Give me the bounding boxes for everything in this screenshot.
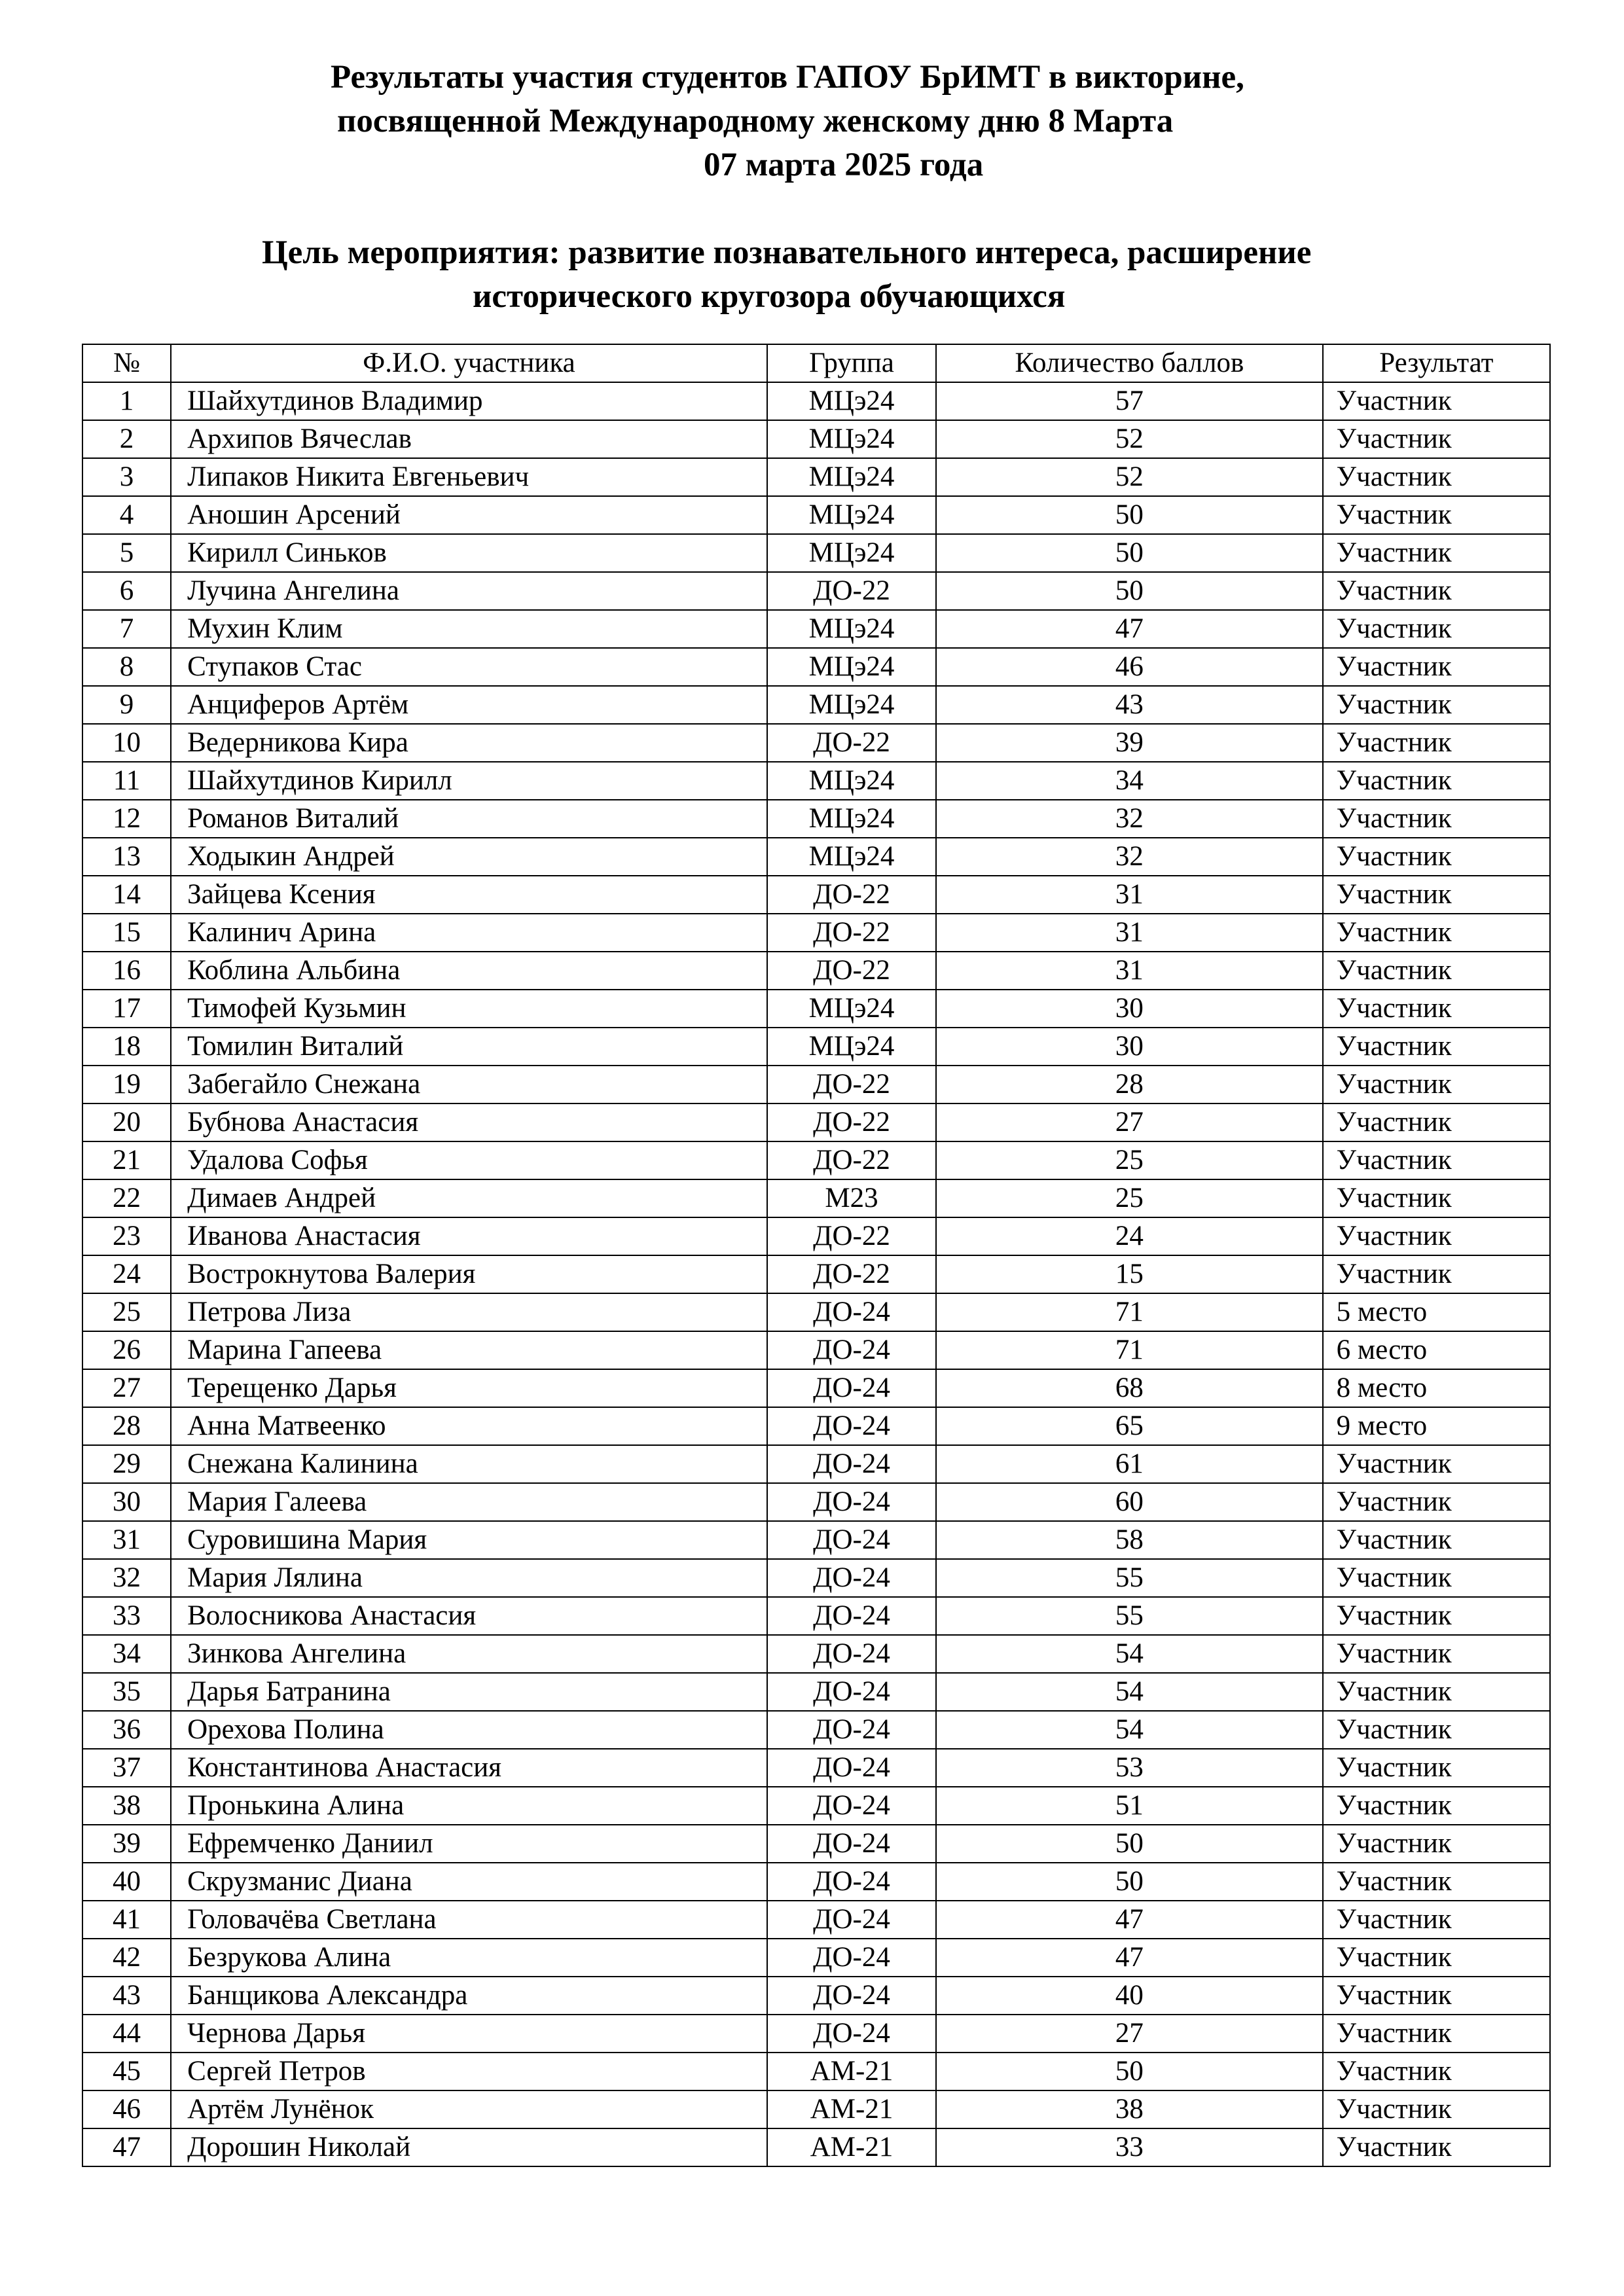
participant-result: 5 место <box>1323 1293 1550 1331</box>
participant-score: 58 <box>936 1521 1323 1559</box>
participant-result: Участник <box>1323 2053 1550 2090</box>
participant-score: 33 <box>936 2128 1323 2166</box>
participant-name: Бубнова Анастасия <box>171 1103 767 1141</box>
row-number: 1 <box>82 382 171 420</box>
participant-group: ДО-24 <box>767 1331 936 1369</box>
participant-group: ДО-22 <box>767 952 936 990</box>
row-number: 35 <box>82 1673 171 1711</box>
table-row <box>82 1103 1550 1141</box>
participant-result: Участник <box>1323 838 1550 876</box>
participant-group: ДО-24 <box>767 1939 936 1977</box>
participant-score: 50 <box>936 2053 1323 2090</box>
participant-score: 31 <box>936 952 1323 990</box>
participant-score: 71 <box>936 1331 1323 1369</box>
table-row <box>82 1483 1550 1521</box>
participant-score: 32 <box>936 838 1323 876</box>
participant-name: Тимофей Кузьмин <box>171 990 767 1028</box>
participant-result: Участник <box>1323 1028 1550 1066</box>
row-number: 21 <box>82 1141 171 1179</box>
table-row <box>82 952 1550 990</box>
row-number: 43 <box>82 1977 171 2015</box>
participant-group: МЦэ24 <box>767 458 936 496</box>
row-number: 39 <box>82 1825 171 1863</box>
participant-result: Участник <box>1323 2128 1550 2166</box>
participant-group: МЦэ24 <box>767 1028 936 1066</box>
participant-group: ДО-22 <box>767 914 936 952</box>
table-row <box>82 1141 1550 1179</box>
table-header-row <box>82 344 1550 382</box>
participant-name: Забегайло Снежана <box>171 1066 767 1103</box>
participant-result: Участник <box>1323 572 1550 610</box>
table-row <box>82 800 1550 838</box>
table-row <box>82 1521 1550 1559</box>
participant-score: 15 <box>936 1255 1323 1293</box>
row-number: 17 <box>82 990 171 1028</box>
participant-name: Константинова Анастасия <box>171 1749 767 1787</box>
row-number: 36 <box>82 1711 171 1749</box>
participant-name: Дарья Батранина <box>171 1673 767 1711</box>
participant-score: 43 <box>936 686 1323 724</box>
participant-result: Участник <box>1323 1711 1550 1749</box>
row-number: 9 <box>82 686 171 724</box>
table-row <box>82 1445 1550 1483</box>
participant-group: ДО-22 <box>767 572 936 610</box>
participant-result: Участник <box>1323 686 1550 724</box>
table-row <box>82 686 1550 724</box>
participant-score: 65 <box>936 1407 1323 1445</box>
participant-name: Ходыкин Андрей <box>171 838 767 876</box>
row-number: 7 <box>82 610 171 648</box>
participant-score: 27 <box>936 1103 1323 1141</box>
row-number: 40 <box>82 1863 171 1901</box>
participant-result: Участник <box>1323 534 1550 572</box>
participant-group: ДО-22 <box>767 724 936 762</box>
participant-group: МЦэ24 <box>767 762 936 800</box>
table-row <box>82 496 1550 534</box>
table-row <box>82 1597 1550 1635</box>
participant-name: Снежана Калинина <box>171 1445 767 1483</box>
participant-score: 52 <box>936 420 1323 458</box>
participant-score: 30 <box>936 1028 1323 1066</box>
row-number: 31 <box>82 1521 171 1559</box>
row-number: 6 <box>82 572 171 610</box>
participant-group: ДО-22 <box>767 1217 936 1255</box>
participant-score: 60 <box>936 1483 1323 1521</box>
participant-name: Мария Галеева <box>171 1483 767 1521</box>
participant-result: Участник <box>1323 420 1550 458</box>
participant-name: Зинкова Ангелина <box>171 1635 767 1673</box>
row-number: 5 <box>82 534 171 572</box>
event-goal-line-2: исторического кругозора обучающихся <box>473 278 1066 315</box>
participant-group: АМ-21 <box>767 2053 936 2090</box>
participant-name: Волосникова Анастасия <box>171 1597 767 1635</box>
participant-group: ДО-24 <box>767 1825 936 1863</box>
row-number: 16 <box>82 952 171 990</box>
participant-score: 50 <box>936 534 1323 572</box>
participant-score: 54 <box>936 1673 1323 1711</box>
participant-group: ДО-24 <box>767 1445 936 1483</box>
participant-name: Романов Виталий <box>171 800 767 838</box>
table-row <box>82 1977 1550 2015</box>
table-row <box>82 420 1550 458</box>
table-row <box>82 1825 1550 1863</box>
table-row <box>82 724 1550 762</box>
participant-result: Участник <box>1323 952 1550 990</box>
participant-name: Димаев Андрей <box>171 1179 767 1217</box>
table-body <box>82 382 1550 2166</box>
participant-name: Марина Гапеева <box>171 1331 767 1369</box>
row-number: 47 <box>82 2128 171 2166</box>
participant-result: Участник <box>1323 724 1550 762</box>
document-date: 07 марта 2025 года <box>704 147 984 183</box>
participant-result: Участник <box>1323 990 1550 1028</box>
participant-score: 50 <box>936 496 1323 534</box>
participant-score: 39 <box>936 724 1323 762</box>
row-number: 38 <box>82 1787 171 1825</box>
participant-score: 51 <box>936 1787 1323 1825</box>
participant-group: МЦэ24 <box>767 420 936 458</box>
row-number: 23 <box>82 1217 171 1255</box>
table-row <box>82 2090 1550 2128</box>
participant-name: Шайхутдинов Владимир <box>171 382 767 420</box>
participant-group: ДО-24 <box>767 1407 936 1445</box>
row-number: 22 <box>82 1179 171 1217</box>
column-header-number: № <box>82 344 171 382</box>
participant-name: Анциферов Артём <box>171 686 767 724</box>
participant-score: 53 <box>936 1749 1323 1787</box>
participant-result: Участник <box>1323 1559 1550 1597</box>
participant-group: ДО-24 <box>767 1483 936 1521</box>
participant-group: ДО-24 <box>767 2015 936 2053</box>
participant-result: Участник <box>1323 1141 1550 1179</box>
participant-score: 52 <box>936 458 1323 496</box>
table-row <box>82 458 1550 496</box>
participant-score: 54 <box>936 1711 1323 1749</box>
participant-group: ДО-24 <box>767 1635 936 1673</box>
participant-score: 50 <box>936 1825 1323 1863</box>
participant-group: МЦэ24 <box>767 382 936 420</box>
participant-result: Участник <box>1323 1521 1550 1559</box>
table-row <box>82 1939 1550 1977</box>
participant-result: 8 место <box>1323 1369 1550 1407</box>
participant-name: Иванова Анастасия <box>171 1217 767 1255</box>
table-row <box>82 990 1550 1028</box>
row-number: 11 <box>82 762 171 800</box>
participant-name: Кирилл Синьков <box>171 534 767 572</box>
participant-name: Безрукова Алина <box>171 1939 767 1977</box>
row-number: 37 <box>82 1749 171 1787</box>
row-number: 27 <box>82 1369 171 1407</box>
participant-group: АМ-21 <box>767 2090 936 2128</box>
participant-result: Участник <box>1323 1103 1550 1141</box>
participant-group: ДО-24 <box>767 1369 936 1407</box>
participant-score: 34 <box>936 762 1323 800</box>
participant-score: 25 <box>936 1141 1323 1179</box>
table-row <box>82 2128 1550 2166</box>
participant-name: Орехова Полина <box>171 1711 767 1749</box>
participant-name: Ефремченко Даниил <box>171 1825 767 1863</box>
participant-score: 46 <box>936 648 1323 686</box>
participant-score: 31 <box>936 876 1323 914</box>
participant-score: 25 <box>936 1179 1323 1217</box>
table-row <box>82 1673 1550 1711</box>
participant-name: Мария Лялина <box>171 1559 767 1597</box>
participant-name: Вострокнутова Валерия <box>171 1255 767 1293</box>
table-row <box>82 1559 1550 1597</box>
participant-result: Участник <box>1323 1863 1550 1901</box>
participant-group: МЦэ24 <box>767 610 936 648</box>
participant-score: 57 <box>936 382 1323 420</box>
table-row <box>82 2015 1550 2053</box>
participant-result: Участник <box>1323 1483 1550 1521</box>
participant-score: 27 <box>936 2015 1323 2053</box>
table-row <box>82 1863 1550 1901</box>
participant-result: Участник <box>1323 1255 1550 1293</box>
participant-score: 50 <box>936 1863 1323 1901</box>
participant-group: ДО-24 <box>767 1711 936 1749</box>
row-number: 2 <box>82 420 171 458</box>
table-row <box>82 1369 1550 1407</box>
participant-result: Участник <box>1323 1597 1550 1635</box>
participant-score: 47 <box>936 1901 1323 1939</box>
row-number: 44 <box>82 2015 171 2053</box>
participant-score: 68 <box>936 1369 1323 1407</box>
document-title-line-1: Результаты участия студентов ГАПОУ БрИМТ в викторине, <box>331 59 1244 96</box>
row-number: 14 <box>82 876 171 914</box>
participant-name: Архипов Вячеслав <box>171 420 767 458</box>
participant-result: Участник <box>1323 1635 1550 1673</box>
table-row <box>82 762 1550 800</box>
participant-group: ДО-24 <box>767 1749 936 1787</box>
participant-group: ДО-24 <box>767 1559 936 1597</box>
participant-result: 9 место <box>1323 1407 1550 1445</box>
participant-result: Участник <box>1323 1066 1550 1103</box>
row-number: 32 <box>82 1559 171 1597</box>
participant-group: ДО-22 <box>767 1103 936 1141</box>
participant-group: МЦэ24 <box>767 648 936 686</box>
participant-result: Участник <box>1323 610 1550 648</box>
table-row <box>82 1749 1550 1787</box>
participant-group: МЦэ24 <box>767 686 936 724</box>
participant-name: Дорошин Николай <box>171 2128 767 2166</box>
participant-name: Калинич Арина <box>171 914 767 952</box>
table-row <box>82 1407 1550 1445</box>
participant-group: ДО-22 <box>767 1255 936 1293</box>
row-number: 42 <box>82 1939 171 1977</box>
row-number: 4 <box>82 496 171 534</box>
participant-score: 32 <box>936 800 1323 838</box>
participant-name: Удалова Софья <box>171 1141 767 1179</box>
participant-group: ДО-24 <box>767 1901 936 1939</box>
participant-group: ДО-24 <box>767 1673 936 1711</box>
participant-group: МЦэ24 <box>767 990 936 1028</box>
row-number: 15 <box>82 914 171 952</box>
participant-score: 55 <box>936 1597 1323 1635</box>
row-number: 29 <box>82 1445 171 1483</box>
participant-group: ДО-24 <box>767 1787 936 1825</box>
participant-name: Томилин Виталий <box>171 1028 767 1066</box>
participant-result: Участник <box>1323 1825 1550 1863</box>
participant-name: Ступаков Стас <box>171 648 767 686</box>
participant-score: 28 <box>936 1066 1323 1103</box>
participant-result: Участник <box>1323 1901 1550 1939</box>
participant-result: Участник <box>1323 1939 1550 1977</box>
event-goal-line-1: Цель мероприятия: развитие познавательного интереса, расширение <box>262 234 1312 271</box>
participant-result: Участник <box>1323 1977 1550 2015</box>
participant-group: МЦэ24 <box>767 496 936 534</box>
participant-group: МЦэ24 <box>767 534 936 572</box>
participant-result: Участник <box>1323 1445 1550 1483</box>
table-row <box>82 1217 1550 1255</box>
participant-score: 55 <box>936 1559 1323 1597</box>
participant-name: Аношин Арсений <box>171 496 767 534</box>
participant-score: 47 <box>936 1939 1323 1977</box>
row-number: 8 <box>82 648 171 686</box>
participant-name: Суровишина Мария <box>171 1521 767 1559</box>
participant-score: 50 <box>936 572 1323 610</box>
participant-name: Банщикова Александра <box>171 1977 767 2015</box>
table-row <box>82 382 1550 420</box>
participant-group: АМ-21 <box>767 2128 936 2166</box>
table-row <box>82 1066 1550 1103</box>
participant-score: 61 <box>936 1445 1323 1483</box>
row-number: 19 <box>82 1066 171 1103</box>
participant-name: Пронькина Алина <box>171 1787 767 1825</box>
table-row <box>82 1711 1550 1749</box>
participant-score: 54 <box>936 1635 1323 1673</box>
participant-result: Участник <box>1323 1217 1550 1255</box>
row-number: 20 <box>82 1103 171 1141</box>
table-row <box>82 876 1550 914</box>
table-row <box>82 1293 1550 1331</box>
participant-result: Участник <box>1323 800 1550 838</box>
table-row <box>82 610 1550 648</box>
table-row <box>82 1901 1550 1939</box>
participant-result: Участник <box>1323 1179 1550 1217</box>
row-number: 30 <box>82 1483 171 1521</box>
participant-name: Липаков Никита Евгеньевич <box>171 458 767 496</box>
participant-score: 30 <box>936 990 1323 1028</box>
participant-result: Участник <box>1323 876 1550 914</box>
column-header-score: Количество баллов <box>936 344 1323 382</box>
results-table <box>82 344 1551 2167</box>
row-number: 24 <box>82 1255 171 1293</box>
table-row <box>82 534 1550 572</box>
row-number: 45 <box>82 2053 171 2090</box>
participant-name: Мухин Клим <box>171 610 767 648</box>
table-row <box>82 914 1550 952</box>
row-number: 12 <box>82 800 171 838</box>
document-title-line-2: посвященной Международному женскому дню 8 Марта <box>337 103 1174 139</box>
table-row <box>82 2053 1550 2090</box>
participant-group: ДО-24 <box>767 1293 936 1331</box>
participant-name: Терещенко Дарья <box>171 1369 767 1407</box>
table-row <box>82 1028 1550 1066</box>
participant-score: 40 <box>936 1977 1323 2015</box>
participant-score: 71 <box>936 1293 1323 1331</box>
column-header-result: Результат <box>1323 344 1550 382</box>
participant-result: Участник <box>1323 1673 1550 1711</box>
participant-group: ДО-22 <box>767 876 936 914</box>
participant-score: 31 <box>936 914 1323 952</box>
participant-group: МЦэ24 <box>767 800 936 838</box>
row-number: 41 <box>82 1901 171 1939</box>
participant-group: ДО-22 <box>767 1141 936 1179</box>
row-number: 13 <box>82 838 171 876</box>
row-number: 28 <box>82 1407 171 1445</box>
participant-group: ДО-24 <box>767 1521 936 1559</box>
column-header-name: Ф.И.О. участника <box>171 344 767 382</box>
participant-name: Зайцева Ксения <box>171 876 767 914</box>
participant-result: Участник <box>1323 648 1550 686</box>
participant-result: Участник <box>1323 762 1550 800</box>
table-row <box>82 838 1550 876</box>
participant-name: Чернова Дарья <box>171 2015 767 2053</box>
participant-name: Шайхутдинов Кирилл <box>171 762 767 800</box>
participant-name: Лучина Ангелина <box>171 572 767 610</box>
participant-group: ДО-24 <box>767 1597 936 1635</box>
participant-score: 47 <box>936 610 1323 648</box>
row-number: 33 <box>82 1597 171 1635</box>
table-row <box>82 1635 1550 1673</box>
table-row <box>82 572 1550 610</box>
participant-result: Участник <box>1323 1749 1550 1787</box>
participant-result: Участник <box>1323 2090 1550 2128</box>
participant-name: Сергей Петров <box>171 2053 767 2090</box>
row-number: 3 <box>82 458 171 496</box>
participant-group: М23 <box>767 1179 936 1217</box>
table-row <box>82 648 1550 686</box>
row-number: 18 <box>82 1028 171 1066</box>
participant-result: Участник <box>1323 1787 1550 1825</box>
participant-name: Головачёва Светлана <box>171 1901 767 1939</box>
column-header-group: Группа <box>767 344 936 382</box>
participant-name: Скрузманис Диана <box>171 1863 767 1901</box>
row-number: 34 <box>82 1635 171 1673</box>
participant-group: ДО-24 <box>767 1977 936 2015</box>
participant-name: Анна Матвеенко <box>171 1407 767 1445</box>
table-row <box>82 1255 1550 1293</box>
participant-result: 6 место <box>1323 1331 1550 1369</box>
participant-result: Участник <box>1323 382 1550 420</box>
participant-group: ДО-24 <box>767 1863 936 1901</box>
participant-result: Участник <box>1323 2015 1550 2053</box>
participant-group: МЦэ24 <box>767 838 936 876</box>
participant-group: ДО-22 <box>767 1066 936 1103</box>
row-number: 10 <box>82 724 171 762</box>
participant-score: 24 <box>936 1217 1323 1255</box>
participant-name: Ведерникова Кира <box>171 724 767 762</box>
participant-result: Участник <box>1323 458 1550 496</box>
participant-name: Артём Лунёнок <box>171 2090 767 2128</box>
row-number: 46 <box>82 2090 171 2128</box>
table-row <box>82 1331 1550 1369</box>
table-row <box>82 1787 1550 1825</box>
row-number: 26 <box>82 1331 171 1369</box>
table-row <box>82 1179 1550 1217</box>
participant-score: 38 <box>936 2090 1323 2128</box>
participant-name: Петрова Лиза <box>171 1293 767 1331</box>
participant-name: Коблина Альбина <box>171 952 767 990</box>
row-number: 25 <box>82 1293 171 1331</box>
participant-result: Участник <box>1323 914 1550 952</box>
participant-result: Участник <box>1323 496 1550 534</box>
